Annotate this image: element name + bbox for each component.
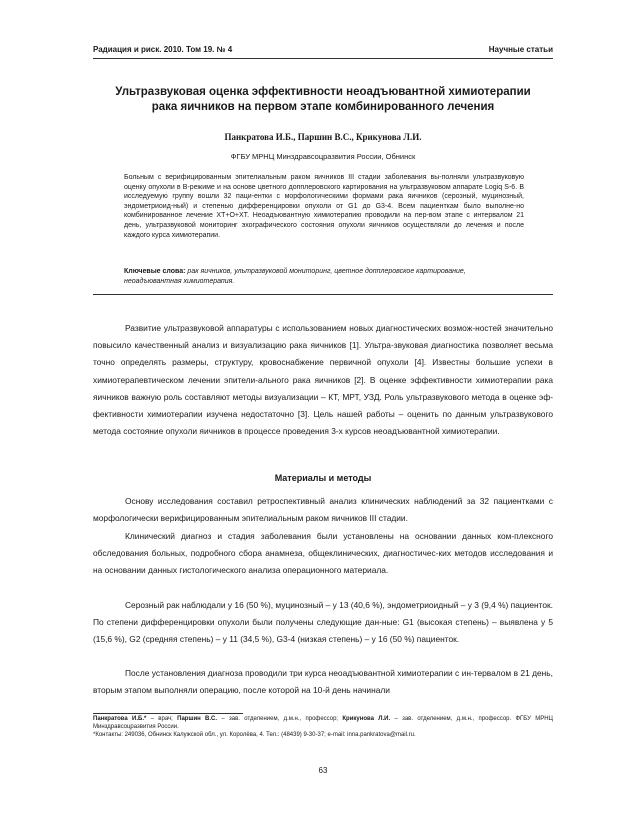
author-footnote bbox=[93, 716, 553, 732]
abstract-divider bbox=[93, 294, 553, 295]
methods-paragraph-1: Основу исследования составил ретроспективный анализ клинических наблюдений за 32 пациентками с морфологически верифицированным эпителиальным раком яичников III стадии. bbox=[93, 496, 553, 524]
section-heading: Материалы и методы bbox=[274, 473, 372, 483]
section-name: Научные статьи bbox=[488, 45, 553, 54]
journal-citation: Радиация и риск. 2010. Том 19. № 4 bbox=[93, 45, 233, 54]
authors: Панкратова И.Б., Паршин В.С., Крикунова Л.И. bbox=[224, 132, 422, 142]
title-line-2: рака яичников на первом этапе комбинированного лечения bbox=[151, 101, 495, 113]
article-title bbox=[93, 85, 553, 115]
fn-author-1: Панкратова И.Б.* bbox=[93, 716, 147, 722]
contacts-footnote: *Контакты: 249036, Обнинск Калужской обл., ул. Королёва, 4. Тел.: (48439) 9-30-37; e-mail: inna.pankratova@mail.ru. bbox=[93, 732, 416, 738]
methods-paragraph-3: Серозный рак наблюдали у 16 (50 %), муцинозный – у 13 (40,6 %), эндометриоидный – у 3 (9,4 %) пациенток. По степени дифференцировки опухоли были получены следующие дан-ные: G1 (высокая степень) – выявлена у 5 (15,6 %), G2 (средняя степень) – у 11 (34,5 %), G3-4 (низкая степень) – у 16 (50 %) пациенток. bbox=[93, 600, 553, 645]
keywords-label: Ключевые слова: bbox=[124, 268, 186, 275]
intro-paragraph: Развитие ультразвуковой аппаратуры с использованием новых диагностических возмож-ностей значительно повысило качественный анализ и визуализацию рака яичников [1]. Ультра-звуковая диагностика позволяет весьма точно определять размеры, структуру, кровоснабжение первичной опухоли [4]. Известны большие успехи в химиотерапевтическом лечении эпители-ального рака яичников [2]. В оценке эффективности химиотерапии рака яичников важную роль составляют методы визуализации – КТ, МРТ, УЗД. Роль ультразвукового метода в оценке эф-фективности химиотерапии изучена недостаточно [3]. Цель нашей работы – оценить по данным ультразвукового метода состояние опухоли яичников в процессе проведения 3-х курсов неоадъювантной химиотерапии. bbox=[93, 323, 553, 437]
header-divider bbox=[93, 58, 553, 59]
fn-author-2-role: – зав. отделением, д.м.н., профессор; bbox=[217, 716, 343, 722]
abstract: Больным с верифицированным эпителиальным раком яичников III стадии заболевания вы-полняли ультразвуковую оценку опухоли в В-режиме и на основе цветного допплеровского картирования на ультразвуковом аппарате Logiq S-6. В исследуемую группу вошли 32 паци-ентки с морфологическими формами рака яичников (серозный, муцинозный, эндометриоид-ный) и степенью дифференцировки опухоли от G1 до G3-4. Всем пациенткам было выполне-но комбинированное лечение ХТ+О+ХТ. Неоадъювантную химиотерапию проводили на пер-вом этапе с интервалом 21 день, ультразвуковой мониторинг эхографического состояния опухоли яичников осуществляли до лечения и после каждого курса химиотерапии. bbox=[124, 174, 524, 239]
keywords bbox=[124, 267, 524, 286]
methods-paragraph-2: Клинический диагноз и стадия заболевания были установлены на основании данных ком-плексного обследования больных, подробного сбора анамнеза, общеклинических, диагностичес-ких методов исследования и на основании данных гистологического анализа операционного материала. bbox=[93, 531, 553, 576]
affiliation: ФГБУ МРНЦ Минздравсоцразвития России, Обнинск bbox=[230, 152, 416, 161]
footnote-divider bbox=[93, 713, 243, 714]
fn-author-3-role: – зав. отделением, д.м.н., профессор. ФГБУ МРНЦ Минздравсоцразвития России. bbox=[93, 716, 553, 730]
title-line-1: Ультразвуковая оценка эффективности неоадъювантной химиотерапии bbox=[115, 86, 531, 98]
fn-author-1-role: – врач; bbox=[146, 716, 178, 722]
page-number: 63 bbox=[318, 766, 328, 775]
fn-author-3: Крикунова Л.И. bbox=[342, 716, 391, 722]
methods-paragraph-4: После установления диагноза проводили три курса неоадъювантной химиотерапии с ин-тервалом в 21 день, вторым этапом выполняли операцию, после которой на 10-й день начинали bbox=[93, 668, 553, 696]
running-header bbox=[93, 45, 553, 57]
fn-author-2: Паршин В.С. bbox=[177, 716, 218, 722]
keywords-list: рак яичников, ультразвуковой мониторинг, цветное допплеровское картирование, неоадъювантная химиотерапия. bbox=[124, 268, 466, 285]
